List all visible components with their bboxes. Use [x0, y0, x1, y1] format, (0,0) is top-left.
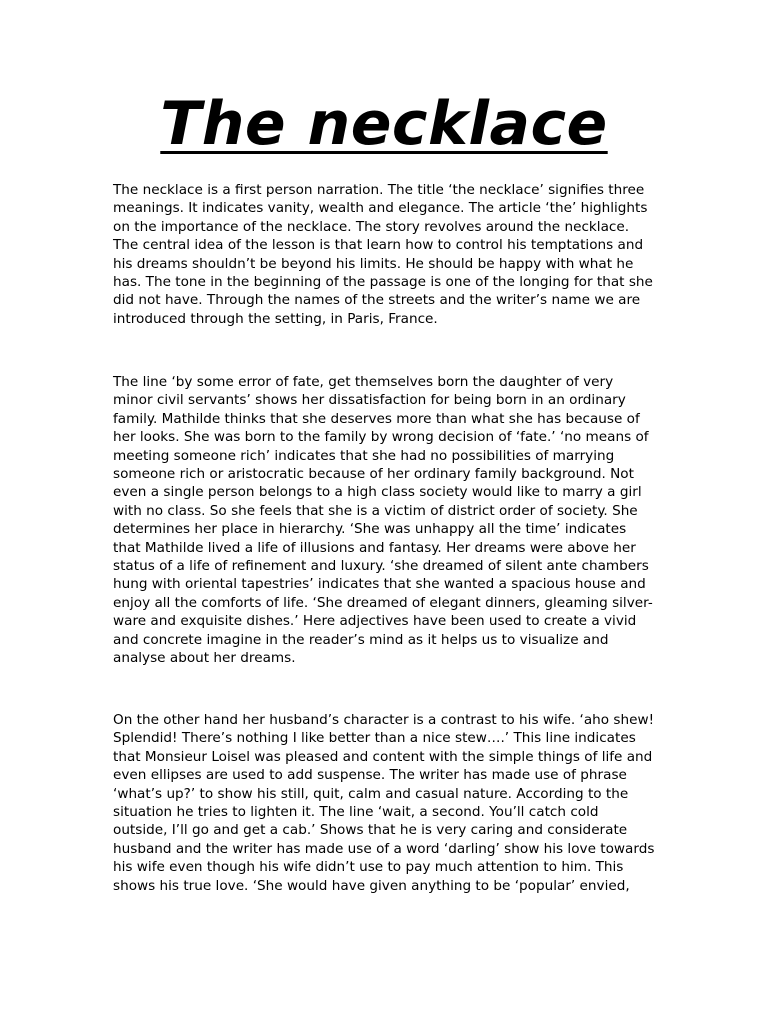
document-title-text: The necklace	[160, 89, 608, 159]
paragraph-mathilde: The line ‘by some error of fate, get themselves born the daughter of very minor civil servants’ shows her dissatisfaction for being born in an ordinary family. Mathilde thinks that she deserves more than what she has because of her looks. She was born to the family by wrong decision of ‘fate.’ ‘no means of meeting someone rich’ indicates that she had no possibilities of marrying someone rich or aristocratic because of her ordinary family background. Not even a single person belongs to a high class society would like to marry a girl with no class. So she feels that she is a victim of district order of society. She determines her place in hierarchy. ‘She was unhappy all the time’ indicates that Mathilde lived a life of illusions and fantasy. Her dreams were above her status of a life of refinement and luxury. ‘she dreamed of silent ante chambers hung with oriental tapestries’ indicates that she wanted a spacious house and enjoy all the comforts of life. ‘She dreamed of elegant dinners, gleaming silver- ware and exquisite dishes.’ Here adjectives have been used to create a vivid and concrete imagine in the reader’s mind as it helps us to visualize and analyse about her dreams.	[113, 374, 653, 667]
paragraph-intro: The necklace is a first person narration. The title ‘the necklace’ signifies three meanings. It indicates vanity, wealth and elegance. The article ‘the’ highlights on the importance of the necklace. The story revolves around the necklace. The central idea of the lesson is that learn how to control his temptations and his dreams shouldn’t be beyond his limits. He should be happy with what he has. The tone in the beginning of the passage is one of the longing for that she did not have. Through the names of the streets and the writer’s name we are introduced through the setting, in Paris, France.	[113, 182, 653, 327]
document-title	[0, 88, 768, 160]
paragraph-husband: On the other hand her husband’s character is a contrast to his wife. ‘aho shew! Splendid! There’s nothing I like better than a nice stew….’ This line indicates that Monsieur Loisel was pleased and content with the simple things of life and even ellipses are used to add suspense. The writer has made use of phrase ‘what’s up?’ to show his still, quit, calm and casual nature. According to the situation he tries to lighten it. The line ‘wait, a second. You’ll catch cold outside, I’ll go and get a cab.’ Shows that he is very caring and considerate husband and the writer has made use of a word ‘darling’ show his love towards his wife even though his wife didn’t use to pay much attention to him. This shows his true love. ‘She would have given anything to be ‘popular’ envied,	[113, 712, 655, 894]
